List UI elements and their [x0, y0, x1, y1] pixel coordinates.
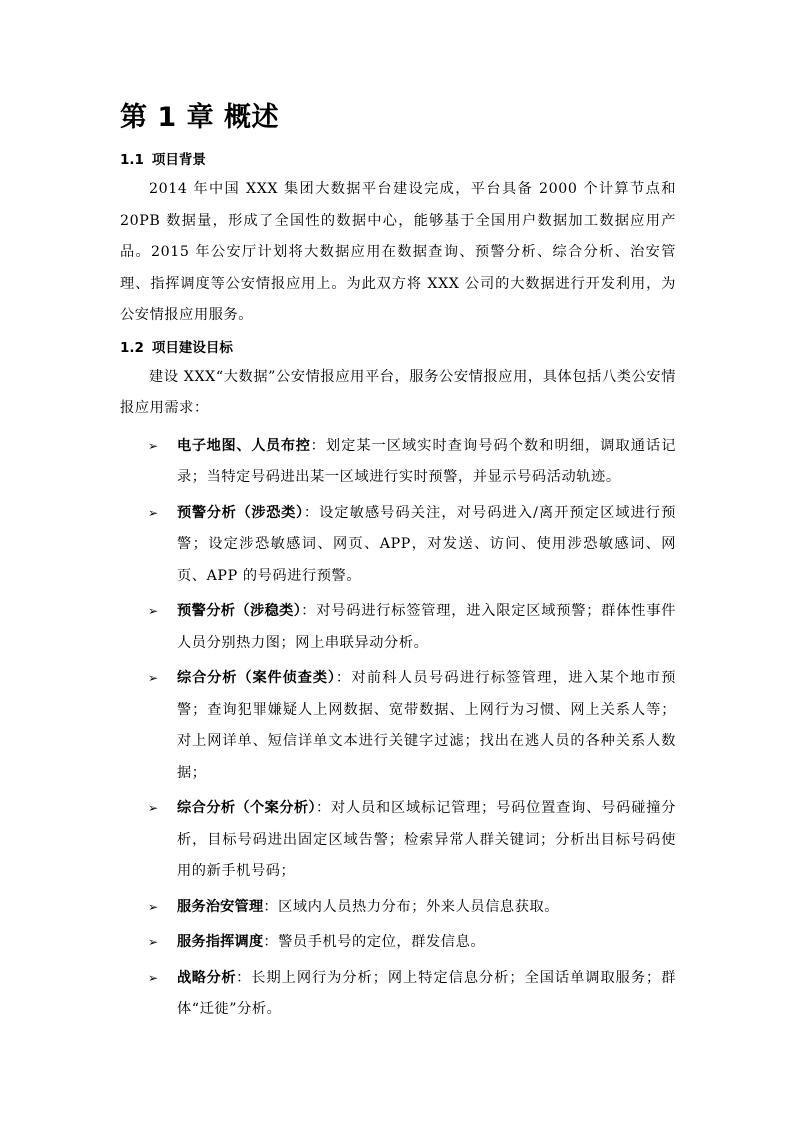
bullet-term: 综合分析（个案分析） [177, 800, 316, 816]
chapter-title: 第 1 章 概述 [120, 102, 279, 133]
bullet-text: ：对人员和区域标记管理；号码位置查询、号码碰撞分析，目标号码进出固定区域告警；检索异常人群关键词；分析出目标号码使用的新手机号码； [177, 800, 676, 879]
list-item [120, 963, 676, 1026]
section-project-background [120, 150, 676, 332]
list-item [120, 431, 676, 494]
list-item [120, 663, 676, 789]
body-paragraph: 建设 XXX“大数据”公安情报应用平台，服务公安情报应用，具体包括八类公安情报应用需求： [120, 368, 676, 416]
section-project-goals [120, 338, 676, 1026]
bullet-text: ：对号码进行标签管理，进入限定区域预警；群体性事件人员分别热力图；网上串联异动分析。 [177, 603, 676, 651]
bullet-term: 服务治安管理 [177, 898, 264, 915]
bullet-text: ：设定敏感号码关注，对号码进入/离开预定区域进行预警；设定涉恐敏感词、网页、APP，对发送、访问、使用涉恐敏感词、网页、APP 的号码进行预警。 [177, 504, 676, 584]
list-item [120, 793, 676, 888]
arrow-bullet-icon: ➢ [148, 438, 159, 453]
section-heading [120, 150, 676, 170]
list-item [120, 927, 676, 959]
bullet-text: ：区域内人员热力分布；外来人员信息获取。 [263, 898, 560, 915]
bullet-term: 综合分析（案件侦查类） [177, 670, 336, 686]
arrow-bullet-icon: ➢ [148, 801, 159, 815]
requirements-list [120, 431, 676, 1026]
section-heading [120, 338, 676, 358]
arrow-bullet-icon: ➢ [148, 970, 159, 985]
body-paragraph: 2014 年中国 XXX 集团大数据平台建设完成，平台具备 2000 个计算节点和 20PB 数据量，形成了全国性的数据中心，能够基于全国用户数据加工数据应用产品。2015 年公安厅计划将大数据应用在数据查询、预警分析、综合分析、治安管理、指挥调度等公安情报应用上。为此双方将 XXX 公司的大数据进行开发利用，为公安情报应用服务。 [120, 181, 676, 323]
section-number: 1.2 [120, 339, 144, 356]
section-title-text: 项目背景 [151, 152, 206, 168]
list-item [120, 498, 676, 593]
arrow-bullet-icon: ➢ [148, 899, 159, 914]
bullet-term: 电子地图、人员布控 [177, 437, 311, 454]
document-page [120, 98, 676, 1030]
section-number: 1.1 [120, 152, 144, 168]
bullet-text: ：对前科人员号码进行标签管理，进入某个地市预警；查询犯罪嫌疑人上网数据、宽带数据、上网行为习惯、网上关系人等；对上网详单、短信详单文本进行关键字过滤；找出在逃人员的各种关系人数据； [177, 670, 676, 781]
list-item [120, 596, 676, 659]
arrow-bullet-icon: ➢ [148, 604, 159, 618]
list-item [120, 892, 676, 924]
bullet-text: ：划定某一区域实时查询号码个数和明细，调取通话记录；当特定号码进出某一区域进行实时预警，并显示号码活动轨迹。 [177, 437, 676, 485]
bullet-term: 服务指挥调度 [177, 934, 264, 950]
bullet-term: 预警分析（涉稳类） [177, 603, 302, 619]
arrow-bullet-icon: ➢ [148, 671, 159, 685]
bullet-text: ：警员手机号的定位，群发信息。 [263, 934, 486, 950]
arrow-bullet-icon: ➢ [148, 935, 159, 949]
bullet-text: ：长期上网行为分析；网上特定信息分析；全国话单调取服务；群体“迁徙”分析。 [177, 969, 676, 1017]
section-title-text: 项目建设目标 [151, 339, 233, 356]
bullet-term: 预警分析（涉恐类） [177, 504, 304, 521]
bullet-term: 战略分析 [177, 969, 237, 986]
arrow-bullet-icon: ➢ [148, 505, 159, 520]
